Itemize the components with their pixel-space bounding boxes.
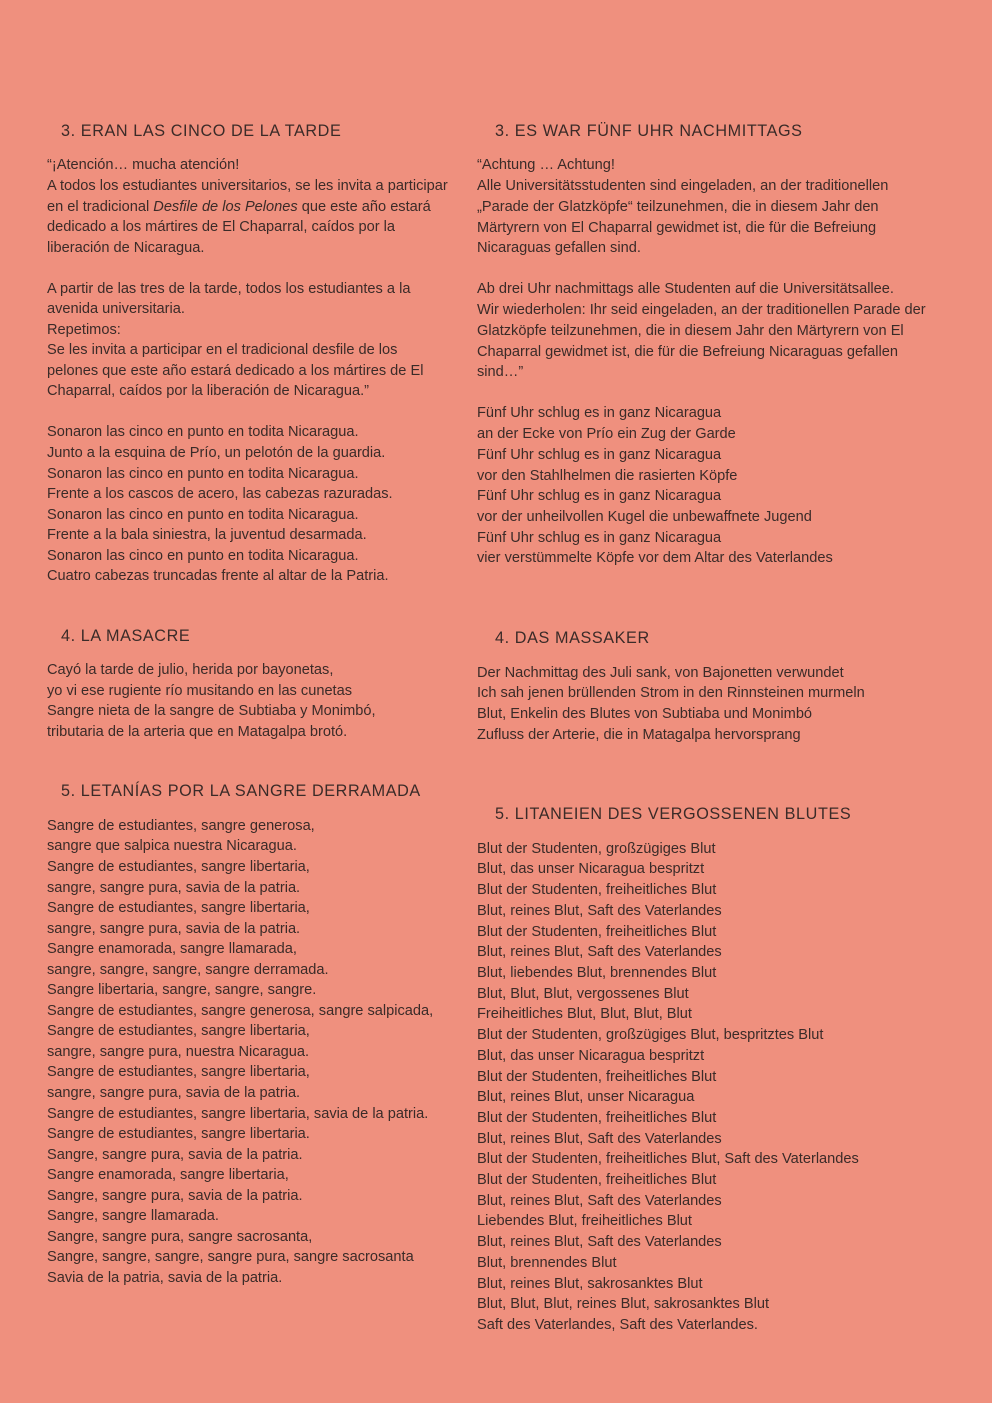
text-line: vier verstümmelte Köpfe vor dem Altar des Vaterlandes: [477, 550, 833, 567]
text-line: Blut der Studenten, freiheitliches Blut: [477, 1109, 717, 1126]
text-line: A todos los estudiantes universitarios, se les invita a participar: [47, 177, 448, 194]
text-line: Cayó la tarde de julio, herida por bayonetas,: [47, 662, 334, 679]
text-line: Blut, reines Blut, unser Nicaragua: [477, 1089, 695, 1106]
text-line: vor den Stahlhelmen die rasierten Köpfe: [477, 467, 738, 484]
text-line: Blut, reines Blut, Saft des Vaterlandes: [477, 1130, 722, 1147]
text-line: Blut, Blut, Blut, reines Blut, sakrosanktes Blut: [477, 1296, 770, 1313]
text-line: sangre, sangre pura, savia de la patria.: [47, 1085, 301, 1101]
text-line: Blut, reines Blut, Saft des Vaterlandes: [477, 1234, 722, 1251]
text-line: Blut der Studenten, freiheitliches Blut: [477, 1068, 717, 1085]
spacer-before-section-5-spanish: [47, 742, 477, 782]
text-line: Sonaron las cinco en punto en todita Nicaragua.: [47, 547, 359, 564]
text-line: Repetimos:: [47, 321, 121, 338]
text-line: Blut der Studenten, freiheitliches Blut: [477, 1172, 717, 1189]
spacer-before-section-4-german: [477, 569, 947, 629]
text-line: Saft des Vaterlandes, Saft des Vaterlandes.: [477, 1316, 758, 1333]
text-line: Blut der Studenten, freiheitliches Blut, Saft des Vaterlandes: [477, 1151, 859, 1168]
verse-funf-uhr: [477, 403, 947, 569]
text-line: Blut, reines Blut, Saft des Vaterlandes: [477, 902, 722, 919]
section-3-german: [477, 122, 947, 569]
text-line: Sangre, sangre pura, sangre sacrosanta,: [47, 1228, 313, 1245]
text-line: Sangre, sangre llamarada.: [47, 1208, 219, 1225]
text-line: Sangre de estudiantes, sangre libertaria,: [47, 1023, 310, 1040]
text-line: Frente a los cascos de acero, las cabezas razuradas.: [47, 486, 393, 503]
text-line: vor der unheilvollen Kugel die unbewaffnete Jugend: [477, 508, 812, 525]
text-line: Sonaron las cinco en punto en todita Nicaragua.: [47, 465, 359, 482]
italic-title: Desfile de los Pelones: [153, 198, 298, 215]
text-line: Sangre enamorada, sangre libertaria,: [47, 1167, 289, 1184]
section-heading-5-german: 5. LITANEIEN DES VERGOSSENEN BLUTES: [495, 805, 852, 824]
verse-letanias: [47, 816, 477, 1289]
section-4-spanish: [47, 627, 477, 743]
text-line: “¡Atención… mucha atención!: [47, 157, 240, 174]
text-line: Fünf Uhr schlug es in ganz Nicaragua: [477, 405, 722, 422]
text-line: Blut, brennendes Blut: [477, 1254, 617, 1271]
verse-sonaron-las-cinco: [47, 422, 477, 586]
text-line: Sangre, sangre, sangre, sangre pura, sangre sacrosanta: [47, 1249, 414, 1266]
section-heading-3-spanish: 3. ERAN LAS CINCO DE LA TARDE: [61, 122, 342, 140]
text-line: Sangre, sangre pura, savia de la patria.: [47, 1146, 303, 1163]
text-line: Blut der Studenten, großzügiges Blut: [477, 840, 716, 857]
text-line: Sangre de estudiantes, sangre libertaria,: [47, 858, 310, 875]
verse-la-masacre: [47, 660, 477, 742]
text-line: Cuatro cabezas truncadas frente al altar de la Patria.: [47, 568, 389, 585]
text-line: Junto a la esquina de Prío, un pelotón de la guardia.: [47, 445, 386, 461]
text-line: Se les invita a participar en el tradicional desfile de los: [47, 342, 398, 359]
text-line: Nicaraguas gefallen sind.: [477, 240, 641, 257]
section-heading-4-spanish: 4. LA MASACRE: [61, 626, 191, 645]
spacer-before-section-5-german: [477, 745, 947, 805]
text-line: Sangre de estudiantes, sangre libertaria, savia de la patria.: [47, 1105, 429, 1122]
text-line: Der Nachmittag des Juli sank, von Bajonetten verwundet: [477, 664, 844, 681]
text-line: Blut, Enkelin des Blutes von Subtiaba und Monimbó: [477, 705, 813, 722]
text-line: Sangre de estudiantes, sangre libertaria,: [47, 900, 310, 917]
text-line: sangre, sangre pura, savia de la patria.: [47, 920, 301, 937]
text-line: sangre, sangre pura, nuestra Nicaragua.: [47, 1043, 310, 1060]
text-line: yo vi ese rugiente río musitando en las cunetas: [47, 682, 353, 699]
text-line: Sonaron las cinco en punto en todita Nicaragua.: [47, 506, 359, 523]
text-line: Fünf Uhr schlug es in ganz Nicaragua: [477, 446, 722, 463]
section-5-german: [477, 805, 947, 1335]
section-heading-3-german: 3. ES WAR FÜNF UHR NACHMITTAGS: [495, 122, 803, 140]
text-line: Blut der Studenten, großzügiges Blut, bespritztes Blut: [477, 1027, 824, 1044]
text-line: sind…”: [477, 364, 524, 381]
text-line: Savia de la patria, savia de la patria.: [47, 1269, 283, 1286]
text-line: Sonaron las cinco en punto en todita Nicaragua.: [47, 424, 359, 441]
text-line: Blut der Studenten, freiheitliches Blut: [477, 882, 717, 899]
text-line: Blut, das unser Nicaragua bespritzt: [477, 1047, 705, 1064]
text-line: Blut, Blut, Blut, vergossenes Blut: [477, 985, 689, 1002]
paragraph-announcement-2-german: [477, 279, 947, 383]
text-line: Fünf Uhr schlug es in ganz Nicaragua: [477, 529, 722, 546]
text-line: Sangre enamorada, sangre llamarada,: [47, 941, 297, 958]
text-line: Sangre libertaria, sangre, sangre, sangre.: [47, 982, 317, 999]
text-line: Blut, reines Blut, sakrosanktes Blut: [477, 1275, 703, 1292]
section-4-german: [477, 629, 947, 745]
text-line: A partir de las tres de la tarde, todos los estudiantes a la: [47, 280, 411, 297]
text-line: Blut, reines Blut, Saft des Vaterlandes: [477, 1192, 722, 1209]
text-line: dedicado a los mártires de El Chaparral, caídos por la: [47, 219, 395, 236]
text-line: Freiheitliches Blut, Blut, Blut, Blut: [477, 1006, 692, 1023]
text-line: Blut der Studenten, freiheitliches Blut: [477, 923, 717, 940]
text-line: Sangre de estudiantes, sangre libertaria,: [47, 1064, 310, 1081]
text-line: Blut, das unser Nicaragua bespritzt: [477, 861, 705, 878]
section-heading-4-german: 4. DAS MASSAKER: [495, 629, 650, 648]
two-column-layout: [47, 122, 940, 1336]
text-line: Blut, reines Blut, Saft des Vaterlandes: [477, 944, 722, 961]
text-line: pelones que este año estará dedicado a los mártires de El: [47, 362, 424, 379]
section-heading-5-spanish: 5. LETANÍAS POR LA SANGRE DERRAMADA: [61, 782, 421, 801]
text-line: Sangre de estudiantes, sangre libertaria.: [47, 1126, 310, 1143]
text-line: Märtyrern von El Chaparral gewidmet ist, die für die Befreiung: [477, 219, 877, 236]
verse-das-massaker: [477, 663, 947, 746]
text-line: Fünf Uhr schlug es in ganz Nicaragua: [477, 488, 722, 505]
text-line: Alle Universitätsstudenten sind eingeladen, an der traditionellen: [477, 178, 889, 195]
section-5-spanish: [47, 782, 477, 1288]
text-line: „Parade der Glatzköpfe“ teilzunehmen, die in diesem Jahr den: [477, 198, 879, 215]
text-line: Chaparral, caídos por la liberación de Nicaragua.”: [47, 383, 370, 400]
spacer-before-section-4-spanish: [47, 587, 477, 627]
text-line: Blut, liebendes Blut, brennendes Blut: [477, 965, 717, 981]
text-line: Chaparral gewidmet ist, die für die Befreiung Nicaraguas gefallen: [477, 343, 899, 360]
paragraph-announcement-2: [47, 279, 477, 402]
text-line: sangre, sangre pura, savia de la patria.: [47, 879, 301, 896]
spanish-column: [47, 122, 477, 1288]
paragraph-announcement-1: [47, 155, 477, 258]
text-line: Sangre de estudiantes, sangre generosa, sangre salpicada,: [47, 1002, 434, 1019]
text-line: Ich sah jenen brüllenden Strom in den Rinnsteinen murmeln: [477, 685, 865, 702]
text-line: liberación de Nicaragua.: [47, 239, 205, 256]
text-line: en el tradicional Desfile de los Pelones que este año estará: [47, 198, 431, 215]
text-line: “Achtung … Achtung!: [477, 157, 615, 174]
text-line: Wir wiederholen: Ihr seid eingeladen, an der traditionellen Parade der: [477, 302, 926, 319]
text-line: Sangre nieta de la sangre de Subtiaba y Monimbó,: [47, 703, 376, 720]
german-column: [477, 122, 947, 1336]
text-line: Frente a la bala siniestra, la juventud desarmada.: [47, 527, 367, 544]
text-line: tributaria de la arteria que en Matagalpa brotó.: [47, 723, 348, 740]
text-line: avenida universitaria.: [47, 301, 185, 318]
section-3-spanish: [47, 122, 477, 587]
text-line: Ab drei Uhr nachmittags alle Studenten auf die Universitätsallee.: [477, 281, 894, 298]
text-line: Zufluss der Arterie, die in Matagalpa hervorsprang: [477, 726, 801, 743]
paragraph-announcement-1-german: [477, 155, 947, 259]
text-line: an der Ecke von Prío ein Zug der Garde: [477, 426, 736, 443]
verse-litaneien: [477, 839, 947, 1336]
text-line: sangre que salpica nuestra Nicaragua.: [47, 838, 297, 855]
text-line: sangre, sangre, sangre, sangre derramada.: [47, 961, 329, 978]
text-line: Sangre, sangre pura, savia de la patria.: [47, 1187, 303, 1204]
text-line: Glatzköpfe teilzunehmen, die in diesem Jahr den Märtyrern von El: [477, 322, 904, 339]
text-line: Liebendes Blut, freiheitliches Blut: [477, 1213, 692, 1230]
text-line: Sangre de estudiantes, sangre generosa,: [47, 817, 315, 834]
